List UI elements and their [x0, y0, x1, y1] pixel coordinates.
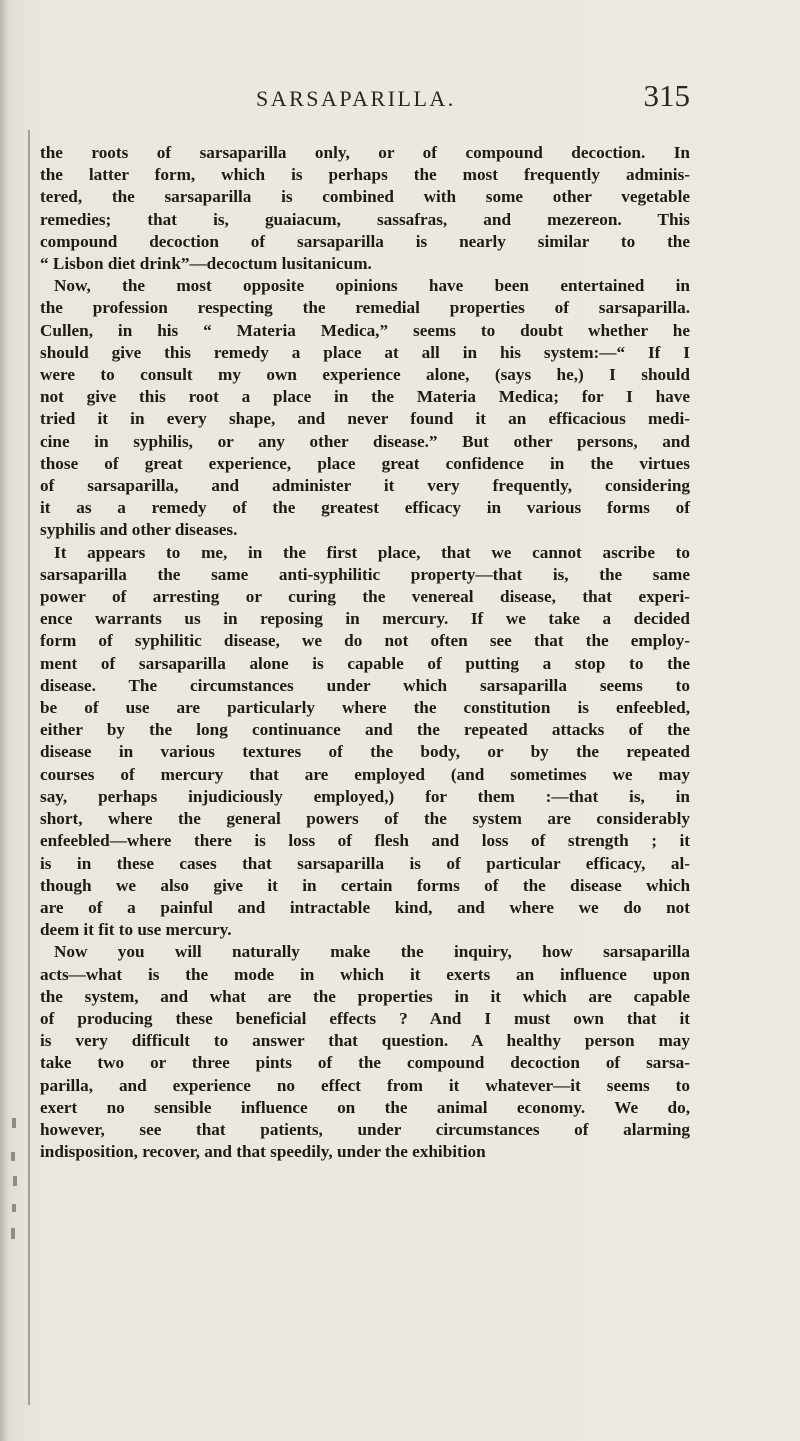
text-line: tered, the sarsaparilla is combined with some other vegetable	[40, 187, 690, 207]
text-line: cine in syphilis, or any other disease.” But other persons, and	[40, 431, 690, 451]
text-line: take two or three pints of the compound decoction of sarsa-	[40, 1053, 690, 1073]
paragraph-start-line: It appears to me, in the first place, that we cannot ascribe to	[54, 542, 690, 562]
text-line: disease in various textures of the body, or by the repeated	[40, 742, 690, 762]
text-line: deem it fit to use mercury.	[40, 920, 232, 940]
text-line: were to consult my own experience alone, (says he,) I should	[40, 365, 690, 385]
text-line: of sarsaparilla, and administer it very frequently, considering	[40, 476, 690, 496]
text-line: tried it in every shape, and never found it an efficacious medi-	[40, 409, 690, 429]
text-line: ment of sarsaparilla alone is capable of putting a stop to the	[40, 653, 690, 673]
text-line: should give this remedy a place at all in his system:—“ If I	[40, 342, 690, 362]
bleed-mark	[12, 1204, 16, 1212]
text-line: short, where the general powers of the system are considerably	[40, 809, 690, 829]
paragraph-start-line: Now, the most opposite opinions have been entertained in	[54, 276, 690, 296]
text-line: the latter form, which is perhaps the most frequently adminis-	[40, 165, 690, 185]
text-line: courses of mercury that are employed (and sometimes we may	[40, 764, 690, 784]
text-line: ence warrants us in reposing in mercury. If we take a decided	[40, 609, 690, 629]
text-line: form of syphilitic disease, we do not often see that the employ-	[40, 631, 690, 651]
text-line: is very difficult to answer that question. A healthy person may	[40, 1031, 690, 1051]
page-number: 315	[643, 78, 690, 113]
text-line: are of a painful and intractable kind, and where we do not	[40, 897, 690, 917]
bleed-mark	[11, 1152, 15, 1161]
text-line: the profession respecting the remedial properties of sarsaparilla.	[40, 298, 690, 318]
text-line: indisposition, recover, and that speedily, under the exhibition	[40, 1142, 486, 1162]
text-line: exert no sensible influence on the animal economy. We do,	[40, 1097, 690, 1117]
text-line: sarsaparilla the same anti-syphilitic property—that is, the same	[40, 564, 690, 584]
text-line: not give this root a place in the Materia Medica; for I have	[40, 387, 690, 407]
binding-shadow	[0, 0, 8, 1441]
text-line: it as a remedy of the greatest efficacy in various forms of	[40, 498, 690, 518]
margin-rule	[28, 130, 30, 1405]
text-line: parilla, and experience no effect from it whatever—it seems to	[40, 1075, 690, 1095]
text-line: say, perhaps injudiciously employed,) for them :—that is, in	[40, 786, 690, 806]
body-text	[40, 142, 690, 1163]
text-line: of producing these beneficial effects ? And I must own that it	[40, 1008, 690, 1028]
page-header	[40, 78, 690, 124]
text-line: power of arresting or curing the venereal disease, that experi-	[40, 587, 690, 607]
text-line: syphilis and other diseases.	[40, 520, 238, 540]
paragraph-start-line: Now you will naturally make the inquiry, how sarsaparilla	[54, 942, 690, 962]
text-line: though we also give it in certain forms of the disease which	[40, 875, 690, 895]
margin-bleed-marks	[10, 1110, 22, 1410]
text-line: compound decoction of sarsaparilla is nearly similar to the	[40, 231, 690, 251]
text-line: be of use are particularly where the constitution is enfeebled,	[40, 698, 690, 718]
text-line: those of great experience, place great confidence in the virtues	[40, 453, 690, 473]
text-line: enfeebled—where there is loss of flesh and loss of strength ; it	[40, 831, 690, 851]
text-line: the roots of sarsaparilla only, or of compound decoction. In	[40, 143, 690, 162]
bleed-mark	[12, 1118, 16, 1128]
text-line: acts—what is the mode in which it exerts an influence upon	[40, 964, 690, 984]
text-line: remedies; that is, guaiacum, sassafras, and mezereon. This	[40, 209, 690, 229]
text-line: Cullen, in his “ Materia Medica,” seems to doubt whether he	[40, 320, 690, 340]
bleed-mark	[13, 1176, 17, 1186]
text-line: disease. The circumstances under which sarsaparilla seems to	[40, 675, 690, 695]
text-line: however, see that patients, under circumstances of alarming	[40, 1119, 690, 1139]
text-line: is in these cases that sarsaparilla is of particular efficacy, al-	[40, 853, 690, 873]
text-line: the system, and what are the properties in it which are capable	[40, 986, 690, 1006]
running-head: SARSAPARILLA.	[256, 86, 456, 111]
text-line: “ Lisbon diet drink”—decoctum lusitanicum.	[40, 254, 372, 274]
text-line: either by the long continuance and the repeated attacks of the	[40, 720, 690, 740]
bleed-mark	[11, 1228, 15, 1239]
